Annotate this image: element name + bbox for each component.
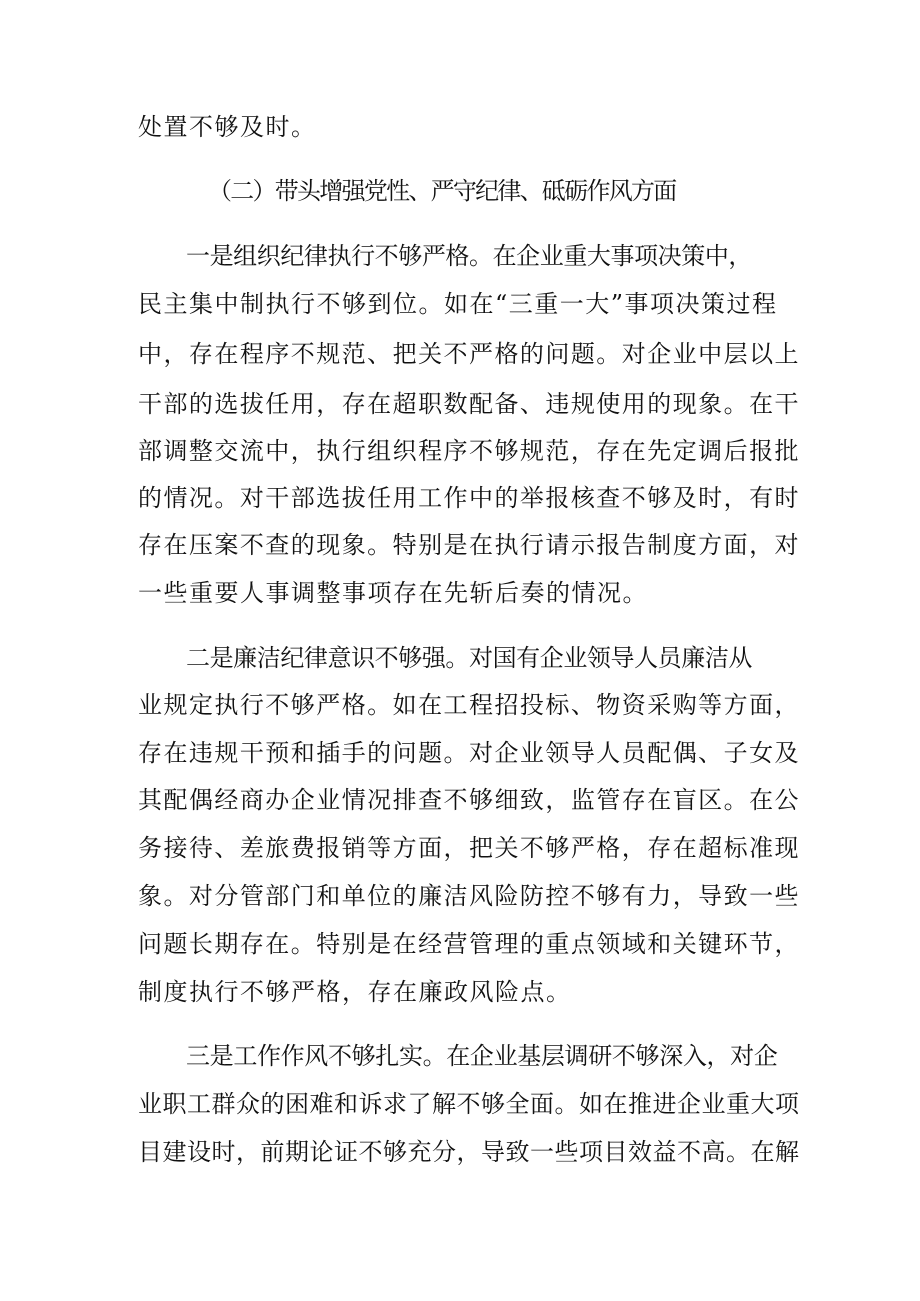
paragraph-1-line: 民主集中制执行不够到位。如在“三重一大”事项决策过程 (138, 290, 778, 318)
paragraph-3-line: 三是工作作风不够扎实。在企业基层调研不够深入，对企 (186, 1042, 778, 1070)
paragraph-1-line: 部调整交流中，执行组织程序不够规范，存在先定调后报批 (138, 437, 800, 465)
paragraph-1-line: 中，存在程序不规范、把关不严格的问题。对企业中层以上 (138, 340, 800, 368)
paragraph-3-line: 目建设时，前期论证不够充分，导致一些项目效益不高。在解 (138, 1138, 800, 1166)
paragraph-2-line: 象。对分管部门和单位的廉洁风险防控不够有力，导致一些 (138, 882, 800, 910)
text-line: 处置不够及时。 (138, 113, 317, 141)
paragraph-2-line: 问题长期存在。特别是在经营管理的重点领域和关键环节， (138, 930, 800, 958)
paragraph-2-line: 二是廉洁纪律意识不够强。对国有企业领导人员廉洁从 (186, 644, 752, 672)
paragraph-2-line: 制度执行不够严格，存在廉政风险点。 (138, 978, 572, 1006)
paragraph-2-line: 存在违规干预和插手的问题。对企业领导人员配偶、子女及 (138, 739, 800, 767)
paragraph-1-line: 的情况。对干部选拔任用工作中的举报核查不够及时，有时 (138, 484, 800, 512)
paragraph-2-line: 务接待、差旅费报销等方面，把关不够严格，存在超标准现 (138, 834, 800, 862)
paragraph-1-line: 一是组织纪律执行不够严格。在企业重大事项决策中， (186, 242, 752, 270)
paragraph-3-line: 业职工群众的困难和诉求了解不够全面。如在推进企业重大项 (138, 1090, 800, 1118)
paragraph-1-line: 干部的选拔任用，存在超职数配备、违规使用的现象。在干 (138, 390, 800, 418)
paragraph-2-line: 业规定执行不够严格。如在工程招投标、物资采购等方面， (138, 691, 800, 719)
section-heading: （二）带头增强党性、严守纪律、砥砺作风方面 (208, 177, 676, 205)
paragraph-2-line: 其配偶经商办企业情况排查不够细致，监管存在盲区。在公 (138, 786, 800, 814)
paragraph-1-line: 存在压案不查的现象。特别是在执行请示报告制度方面，对 (138, 531, 800, 559)
paragraph-1-line: 一些重要人事调整事项存在先斩后奏的情况。 (138, 579, 648, 607)
